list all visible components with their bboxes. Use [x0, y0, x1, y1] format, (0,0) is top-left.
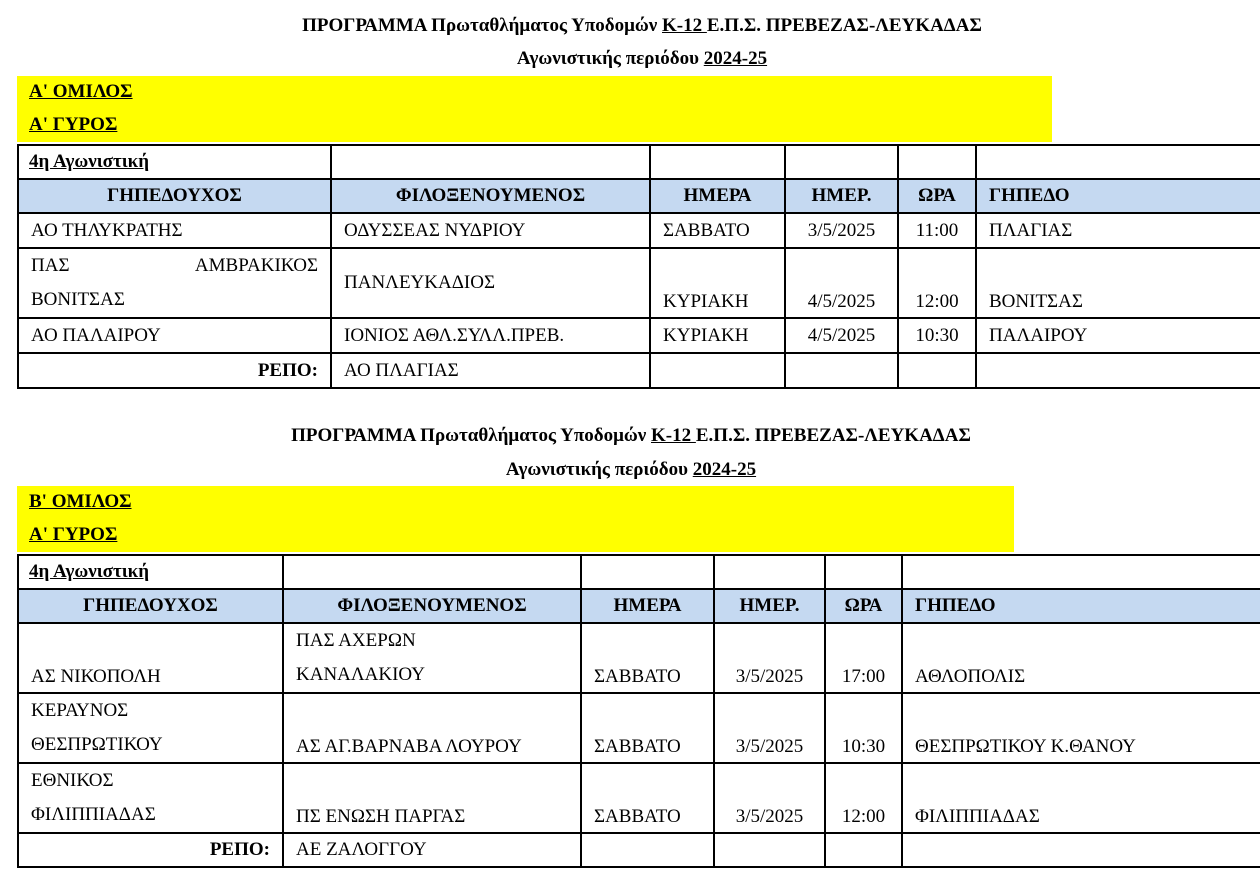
match-time: 10:30: [898, 318, 976, 353]
match-time: 10:30: [825, 693, 902, 763]
home-team: ΑΣ ΝΙΚΟΠΟΛΗ: [18, 623, 283, 693]
match-day: ΣΑΒΒΑΤΟ: [581, 623, 714, 693]
match-venue: ΑΘΛΟΠΟΛΙΣ: [902, 623, 1260, 693]
table-row: [18, 248, 1260, 318]
match-day: ΚΥΡΙΑΚΗ: [650, 318, 785, 353]
title-text: ΠΡΟΓΡΑΜΜΑ Πρωταθλήματος Υποδομών: [302, 15, 663, 36]
match-date: 4/5/2025: [785, 248, 898, 318]
group-name: Β' ΟΜΙΛΟΣ: [29, 491, 132, 512]
match-venue: ΠΑΛΑΙΡΟΥ: [976, 318, 1260, 353]
home-team: ΚΕΡΑΥΝΟΣ ΘΕΣΠΡΩΤΙΚΟΥ: [18, 693, 283, 763]
away-team: ΠΑΝΛΕΥΚΑΔΙΟΣ: [331, 248, 650, 318]
col-date: ΗΜΕΡ.: [714, 589, 825, 623]
schedule-title: [0, 424, 1260, 448]
federation-label: Ε.Π.Σ. ΠΡΕΒΕΖΑΣ-ΛΕΥΚΑΔΑΣ: [695, 425, 971, 446]
federation-label: Ε.Π.Σ. ΠΡΕΒΕΖΑΣ-ΛΕΥΚΑΔΑΣ: [706, 15, 982, 36]
home-team: ΕΘΝΙΚΟΣ ΦΙΛΙΠΠΙΑΔΑΣ: [18, 763, 283, 833]
table-row: [18, 693, 1260, 763]
match-date: 3/5/2025: [785, 213, 898, 248]
round-name: Α' ΓΥΡΟΣ: [29, 524, 118, 545]
col-home: ΓΗΠΕΔΟΥΧΟΣ: [18, 179, 331, 213]
col-home: ΓΗΠΕΔΟΥΧΟΣ: [18, 589, 283, 623]
group-banner: [17, 486, 1014, 552]
bye-team: ΑΟ ΠΛΑΓΙΑΣ: [331, 353, 650, 388]
away-team: ΠΣ ΕΝΩΣΗ ΠΑΡΓΑΣ: [283, 763, 581, 833]
group-banner: [17, 76, 1052, 142]
matchday-row: [18, 555, 1260, 589]
matchday-label: 4η Αγωνιστική: [18, 555, 283, 589]
col-time: ΩΡΑ: [825, 589, 902, 623]
bye-team: ΑΕ ΖΑΛΟΓΓΟΥ: [283, 833, 581, 867]
home-team: ΑΟ ΤΗΛΥΚΡΑΤΗΣ: [18, 213, 331, 248]
season-value: 2024-25: [703, 48, 768, 69]
match-day: ΚΥΡΙΑΚΗ: [650, 248, 785, 318]
bye-row: [18, 833, 1260, 867]
match-date: 4/5/2025: [785, 318, 898, 353]
matchday-row: [18, 145, 1260, 179]
match-venue: ΘΕΣΠΡΩΤΙΚΟΥ Κ.ΘΑΝΟΥ: [902, 693, 1260, 763]
match-date: 3/5/2025: [714, 693, 825, 763]
away-team: ΙΟΝΙΟΣ ΑΘΛ.ΣΥΛΛ.ΠΡΕΒ.: [331, 318, 650, 353]
title-text: ΠΡΟΓΡΑΜΜΑ Πρωταθλήματος Υποδομών: [291, 425, 652, 446]
bye-label: ΡΕΠΟ:: [18, 833, 283, 867]
col-day: ΗΜΕΡΑ: [650, 179, 785, 213]
table-row: [18, 763, 1260, 833]
table-row: [18, 213, 1260, 248]
season-label: Αγωνιστικής περιόδου: [516, 48, 704, 69]
col-time: ΩΡΑ: [898, 179, 976, 213]
round-name: Α' ΓΥΡΟΣ: [29, 114, 118, 135]
match-day: ΣΑΒΒΑΤΟ: [650, 213, 785, 248]
col-away: ΦΙΛΟΞΕΝΟΥΜΕΝΟΣ: [331, 179, 650, 213]
col-venue: ΓΗΠΕΔΟ: [976, 179, 1260, 213]
match-date: 3/5/2025: [714, 623, 825, 693]
home-team: ΠΑΣ ΑΜΒΡΑΚΙΚΟΣ ΒΟΝΙΤΣΑΣ: [18, 248, 331, 318]
away-team: ΠΑΣ ΑΧΕΡΩΝ ΚΑΝΑΛΑΚΙΟΥ: [283, 623, 581, 693]
fixtures-table: [17, 144, 1260, 389]
season-value: 2024-25: [692, 459, 757, 480]
away-team: ΟΔΥΣΣΕΑΣ ΝΥΔΡΙΟΥ: [331, 213, 650, 248]
matchday-label: 4η Αγωνιστική: [18, 145, 331, 179]
col-away: ΦΙΛΟΞΕΝΟΥΜΕΝΟΣ: [283, 589, 581, 623]
col-venue: ΓΗΠΕΔΟ: [902, 589, 1260, 623]
match-venue: ΠΛΑΓΙΑΣ: [976, 213, 1260, 248]
table-header: [18, 589, 1260, 623]
season-line: [0, 47, 1260, 71]
bye-label: ΡΕΠΟ:: [18, 353, 331, 388]
col-date: ΗΜΕΡ.: [785, 179, 898, 213]
match-time: 12:00: [825, 763, 902, 833]
match-time: 11:00: [898, 213, 976, 248]
table-header: [18, 179, 1260, 213]
season-label: Αγωνιστικής περιόδου: [505, 459, 693, 480]
home-team: ΑΟ ΠΑΛΑΙΡΟΥ: [18, 318, 331, 353]
category-label: Κ-12: [651, 425, 696, 446]
away-team: ΑΣ ΑΓ.ΒΑΡΝΑΒΑ ΛΟΥΡΟΥ: [283, 693, 581, 763]
match-day: ΣΑΒΒΑΤΟ: [581, 763, 714, 833]
season-line: [0, 458, 1260, 482]
category-label: Κ-12: [662, 15, 707, 36]
table-row: [18, 623, 1260, 693]
match-time: 17:00: [825, 623, 902, 693]
bye-row: [18, 353, 1260, 388]
col-day: ΗΜΕΡΑ: [581, 589, 714, 623]
table-row: [18, 318, 1260, 353]
group-name: Α' ΟΜΙΛΟΣ: [29, 81, 133, 102]
schedule-title: [0, 14, 1260, 38]
match-venue: ΒΟΝΙΤΣΑΣ: [976, 248, 1260, 318]
fixtures-table: [17, 554, 1260, 868]
match-venue: ΦΙΛΙΠΠΙΑΔΑΣ: [902, 763, 1260, 833]
match-date: 3/5/2025: [714, 763, 825, 833]
match-day: ΣΑΒΒΑΤΟ: [581, 693, 714, 763]
match-time: 12:00: [898, 248, 976, 318]
